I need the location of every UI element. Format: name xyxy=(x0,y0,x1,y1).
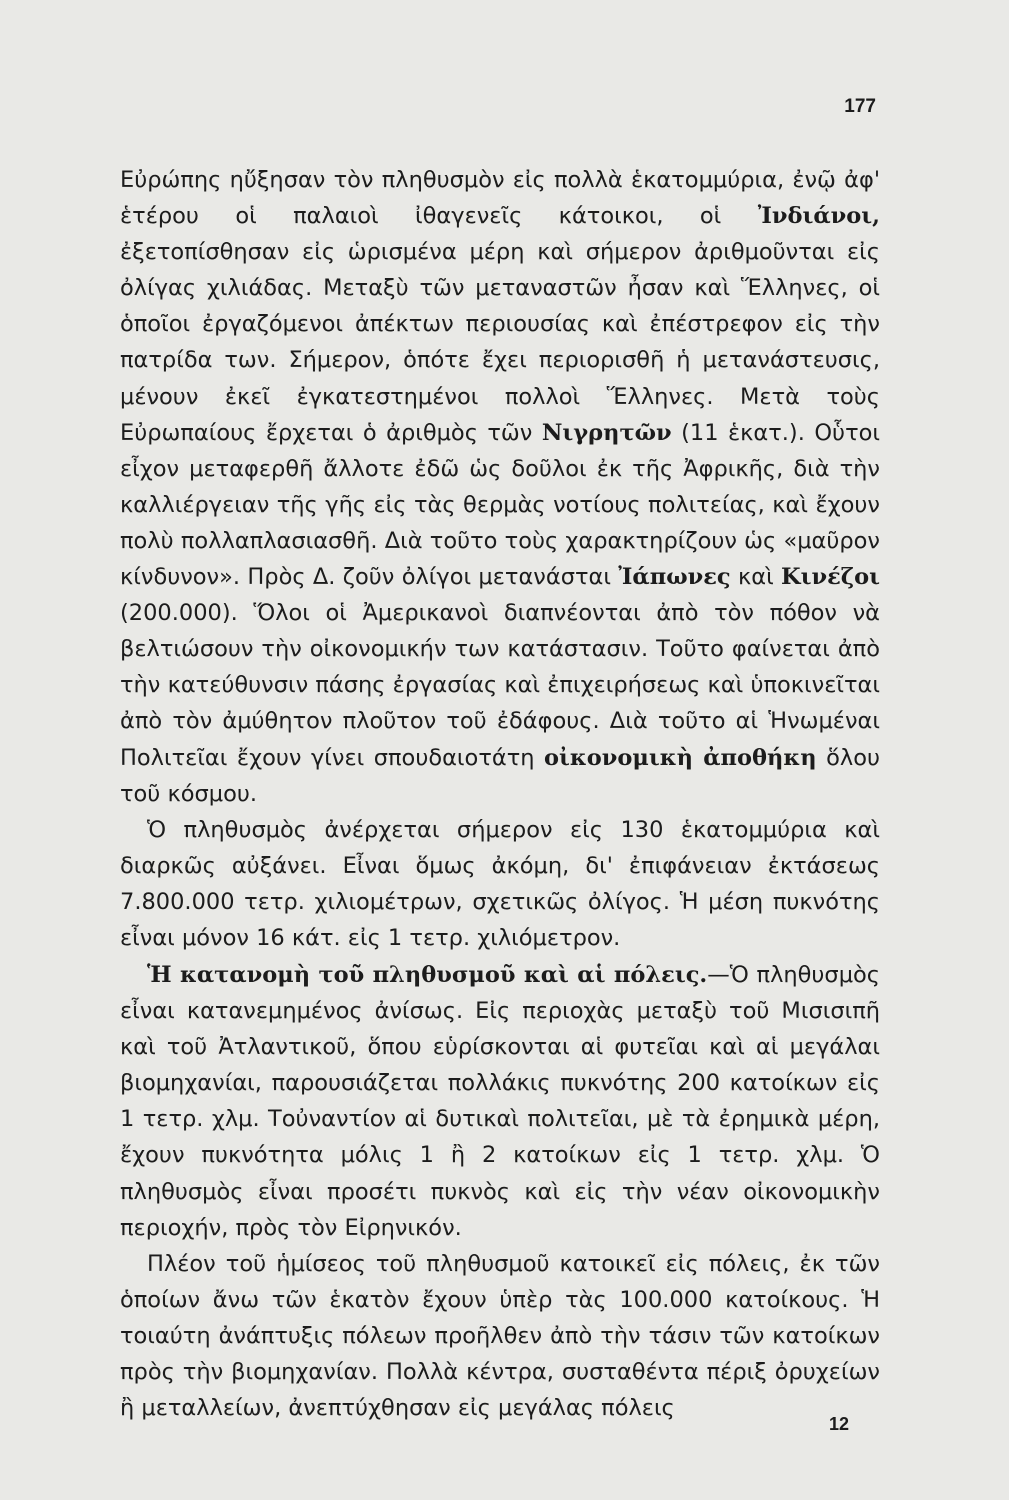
section-paragraph xyxy=(120,957,880,1246)
bold-term-negroes: Νιγρητῶν xyxy=(541,419,672,446)
bold-term-economic-storehouse: οἰκονομικὴ ἀποθήκη xyxy=(544,744,817,771)
signature-mark: 12 xyxy=(828,1414,849,1434)
paragraph-continuation xyxy=(120,162,880,812)
paragraph-text: Εὐρώπης ηὔξησαν τὸν πληθυσμὸν εἰς πολλὰ ἑκατομμύρια, ἐνῷ ἀφ' ἑτέρου οἱ παλαιοὶ ἰθαγενεῖς κάτοικοι, οἱ xyxy=(120,167,880,230)
bold-term-indians: Ἰνδιάνοι, xyxy=(757,203,880,230)
bold-term-chinese: Κινέζοι xyxy=(781,564,880,591)
section-text: —Ὁ πληθυσμὸς εἶναι κατανεμημένος ἀνίσως. Εἰς περιοχὰς μεταξὺ τοῦ Μισισιπῆ καὶ τοῦ Ἀτλαντικοῦ, ὅπου εὑρίσκονται αἱ φυτεῖαι καὶ αἱ μεγάλαι βιομηχανίαι, παρουσιάζεται πολλάκις πυκνότης 200 κατοίκων εἰς 1 τετρ. χλμ. Τοὐναντίον αἱ δυτικαὶ πολιτεῖαι, μὲ τὰ ἐρημικὰ μέρη, ἔχουν πυκνότητα μόλις 1 ἢ 2 κατοίκων εἰς 1 τετρ. χλμ. Ὁ πληθυσμὸς εἶναι προσέτι πυκνὸς καὶ εἰς τὴν νέαν οἰκονομικὴν περιοχήν, πρὸς τὸν Εἰρηνικόν. xyxy=(120,962,880,1241)
page-number: 177 xyxy=(844,96,876,117)
section-heading: Ἡ κατανομὴ τοῦ πληθυσμοῦ καὶ αἱ πόλεις. xyxy=(147,962,708,988)
paragraph-text: καὶ xyxy=(730,564,782,591)
paragraph-text: ἐξετοπίσθησαν εἰς ὡρισμένα μέρη καὶ σήμερον ἀριθμοῦνται εἰς ὀλίγας χιλιάδας. Μεταξὺ τῶν μεταναστῶν ἦσαν καὶ Ἕλληνες, οἱ ὁποῖοι ἐργαζόμενοι ἀπέκτων περιουσίας καὶ ἐπέστρεφον εἰς τὴν πατρίδα των. Σήμερον, ὁπότε ἔχει περιορισθῆ ἡ μετανάστευσις, μένουν ἐκεῖ ἐγκατεστημένοι πολλοὶ Ἕλληνες. Μετὰ τοὺς Εὐρωπαίους ἔρχεται ὁ ἀριθμὸς τῶν xyxy=(120,239,880,446)
paragraph-text: (11 ἑκατ.). Οὗτοι εἶχον μεταφερθῆ ἄλλοτε ἐδῶ ὡς δοῦλοι ἐκ τῆς Ἀφρικῆς, διὰ τὴν καλλιέργειαν τῆς γῆς εἰς τὰς θερμὰς νοτίους πολιτείας, καὶ ἔχουν πολὺ πολλαπλασιασθῆ. Διὰ τοῦτο τοὺς χαρακτηρίζουν ὡς «μαῦρον κίνδυνον». Πρὸς Δ. ζοῦν ὀλίγοι μετανάσται xyxy=(120,419,880,591)
bold-term-japanese: Ἰάπωνες xyxy=(618,564,731,591)
text-block-top xyxy=(120,162,880,956)
paragraph-population: Ὁ πληθυσμὸς ἀνέρχεται σήμερον εἰς 130 ἑκατομμύρια καὶ διαρκῶς αὐξάνει. Εἶναι ὅμως ἀκόμη, δι' ἐπιφάνειαν ἐκτάσεως 7.800.000 τετρ. χιλιομέτρων, σχετικῶς ὀλίγος. Ἡ μέση πυκνότης εἶναι μόνον 16 κάτ. εἰς 1 τετρ. χιλιόμετρον. xyxy=(120,816,880,951)
text-block-bottom xyxy=(120,957,880,1426)
paragraph-text: (200.000). Ὅλοι οἱ Ἀμερικανοὶ διαπνέονται ἀπὸ τὸν πόθον νὰ βελτιώσουν τὴν οἰκονομικήν των κατάστασιν. Τοῦτο φαίνεται ἀπὸ τὴν κατεύθυνσιν πάσης ἐργασίας καὶ ἐπιχειρήσεως καὶ ὑποκινεῖται ἀπὸ τὸν ἀμύθητον πλοῦτον τοῦ ἐδάφους. Διὰ τοῦτο αἱ Ἡνωμέναι Πολιτεῖαι ἔχουν γίνει σπουδαιοτάτη xyxy=(120,600,880,771)
paragraph-text: ὅλου τοῦ κόσμου. xyxy=(120,744,880,807)
paragraph-cities: Πλέον τοῦ ἡμίσεος τοῦ πληθυσμοῦ κατοικεῖ εἰς πόλεις, ἐκ τῶν ὁποίων ἄνω τῶν ἑκατὸν ἔχουν ὑπὲρ τὰς 100.000 κατοίκους. Ἡ τοιαύτη ἀνάπτυξις πόλεων προῆλθεν ἀπὸ τὴν τάσιν τῶν κατοίκων πρὸς τὴν βιομηχανίαν. Πολλὰ κέντρα, συσταθέντα πέριξ ὀρυχείων ἢ μεταλλείων, ἀνεπτύχθησαν εἰς μεγάλας πόλεις xyxy=(120,1250,880,1422)
